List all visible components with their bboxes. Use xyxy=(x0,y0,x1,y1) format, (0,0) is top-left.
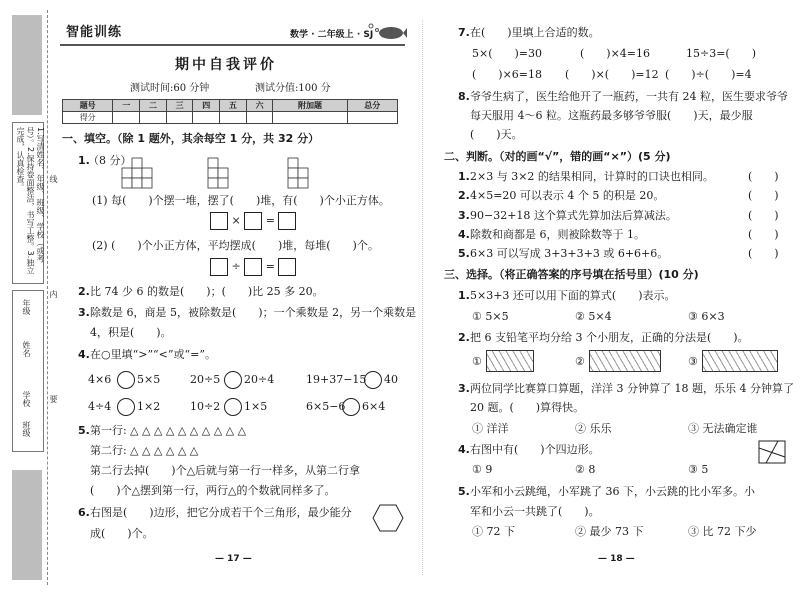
q8-line2: 每天服用 4～6 粒。这瓶药最多够爷爷服( )天，最少服 xyxy=(470,109,753,122)
examinee-notes: 1.写清姓名、年级、班级、学校（或考号）。2.保持卷面整洁，书写工整。3.独立完成，认真检查。 xyxy=(16,127,45,275)
section-judge: 二、判断。（对的画“√”，错的画“×”）(5 分) xyxy=(444,150,671,163)
compare-left: 20÷5 xyxy=(190,373,221,386)
q4-number: 4. xyxy=(78,348,90,361)
compare-right: 1×2 xyxy=(137,400,161,413)
judge-text: 4×5=20 可以表示 4 个 5 的积是 20。 xyxy=(470,189,665,202)
q5-row2-label: 第二行: xyxy=(90,444,127,457)
judge-answer-paren[interactable]: ( ) xyxy=(748,170,779,183)
c4-text: 右图中有( )个四边形。 xyxy=(470,443,600,456)
q7-text: 在( )里填上合适的数。 xyxy=(470,26,600,39)
compare-left: 10÷2 xyxy=(190,400,221,413)
header-bar xyxy=(60,26,405,46)
q5-line4: ( )个△摆到第一行，两行△的个数就同样多了。 xyxy=(90,484,336,497)
judge-number: 4. xyxy=(458,228,470,241)
score-table xyxy=(62,99,398,124)
q3-line2: 4，积是( )。 xyxy=(90,326,172,339)
pencils-option-3-image xyxy=(702,350,778,372)
answer-box[interactable] xyxy=(244,258,262,276)
page-number-left: — 17 — xyxy=(215,554,252,564)
choice-option[interactable]: ① 洋洋 xyxy=(472,422,509,435)
c5-line2: 军和小云一共跳了( )。 xyxy=(470,505,600,518)
table-header-cell: 题号 xyxy=(63,100,113,112)
binding-strip xyxy=(0,0,58,595)
q8-line3: ( )天。 xyxy=(470,128,523,141)
grade-label: 年级 xyxy=(22,299,31,315)
compare-left: 4÷4 xyxy=(88,400,112,413)
choice-option[interactable]: ③ 5 xyxy=(688,463,709,476)
q8-line1: 爷爷生病了，医生给他开了一瓶药，一共有 24 粒，医生要求爷爷 xyxy=(470,90,788,103)
choice-option[interactable]: ② 5×4 xyxy=(575,310,612,323)
q1-part2: (2) ( )个小正方体，平均摆成( )堆，每堆( )个。 xyxy=(92,239,379,252)
c2-number: 2. xyxy=(458,331,470,344)
c3-number: 3. xyxy=(458,382,470,395)
answer-box[interactable] xyxy=(244,212,262,230)
q8-number: 8. xyxy=(458,90,470,103)
equals-sign: = xyxy=(265,260,275,273)
score-cell[interactable] xyxy=(193,112,220,124)
strip-bottom-band xyxy=(12,470,42,580)
compare-left: 4×6 xyxy=(88,373,112,386)
q1-part1: (1) 每( )个摆一堆，摆了( )堆，有( )个小正方体。 xyxy=(92,194,390,207)
q7-item: 5×( )=30 xyxy=(472,47,543,60)
q7-item: ( )×4=16 xyxy=(580,47,651,60)
q6-line1: 右图是( )边形，把它分成若干个三角形，最少能分 xyxy=(90,506,352,519)
choice-option[interactable]: ① 5×5 xyxy=(472,310,509,323)
subject-label: 数学 · 二年级上 · SJ xyxy=(290,30,374,40)
q1-score: （8 分） xyxy=(88,154,132,167)
answer-box[interactable] xyxy=(278,212,296,230)
q5-row2-triangles: △ △ △ △ △ △ xyxy=(130,444,199,457)
multiply-sign: × xyxy=(231,214,241,227)
choice-option[interactable]: ③ 比 72 下少 xyxy=(688,525,757,538)
brand-title: 智能训练 xyxy=(66,25,123,40)
q6-number: 6. xyxy=(78,506,90,519)
hexagon-figure xyxy=(372,504,404,532)
test-time: 测试时间:60 分钟 xyxy=(130,83,210,94)
judge-text: 6×3 可以写成 3+3+3+3 或 6+6+6。 xyxy=(470,247,669,260)
judge-answer-paren[interactable]: ( ) xyxy=(748,247,779,260)
judge-answer-paren[interactable]: ( ) xyxy=(748,228,779,241)
c1-number: 1. xyxy=(458,289,470,302)
compare-right: 1×5 xyxy=(244,400,268,413)
compare-circle[interactable] xyxy=(224,371,242,389)
judge-number: 3. xyxy=(458,209,470,222)
q7-number: 7. xyxy=(458,26,470,39)
c3-line1: 两位同学比赛算口算题，洋洋 3 分钟算了 18 题，乐乐 4 分钟算了 xyxy=(470,382,794,395)
table-header-cell: 五 xyxy=(220,100,247,112)
choice-option[interactable]: ① 72 下 xyxy=(472,525,515,538)
score-cell[interactable] xyxy=(347,112,397,124)
table-header-cell: 六 xyxy=(246,100,273,112)
compare-right: 20÷4 xyxy=(244,373,275,386)
q5-line3: 第二行去掉( )个△后就与第一行一样多，从第二行拿 xyxy=(90,464,361,477)
compare-circle[interactable] xyxy=(117,398,135,416)
q5-row1-label: 第一行: xyxy=(90,424,127,437)
pencils-option-1-image xyxy=(486,350,534,372)
choice-option[interactable]: ③ 6×3 xyxy=(688,310,725,323)
score-cell[interactable] xyxy=(246,112,273,124)
choice-option[interactable]: ③ 无法确定谁 xyxy=(688,422,758,435)
judge-number: 1. xyxy=(458,170,470,183)
table-header-cell: 四 xyxy=(193,100,220,112)
c2-text: 把 6 支铅笔平均分给 3 个小朋友，正确的分法是( )。 xyxy=(470,331,749,344)
inside-mark: 内 xyxy=(49,290,58,298)
q1-equation-2 xyxy=(210,258,296,276)
name-label: 姓名 xyxy=(22,341,31,357)
q7-item: 15÷3=( ) xyxy=(686,47,757,60)
school-label: 学校 xyxy=(22,391,31,407)
section-choice: 三、选择。（将正确答案的序号填在括号里）(10 分) xyxy=(444,268,699,281)
pencils-option-2-image xyxy=(589,350,661,372)
score-cell[interactable] xyxy=(273,112,347,124)
strip-top-band xyxy=(12,15,42,115)
compare-right: 6×4 xyxy=(362,400,386,413)
class-label: 班级 xyxy=(22,421,31,437)
q3-line1: 除数是 6，商是 5，被除数是( )；一个乘数是 2，另一个乘数是 xyxy=(90,306,417,319)
outside-mark: 要 xyxy=(49,395,58,403)
q7-item: ( )×( )=12 xyxy=(565,68,659,81)
judge-text: 90−32+18 这个算式先算加法后算减法。 xyxy=(470,209,677,222)
table-header-cell: 三 xyxy=(166,100,193,112)
score-cell[interactable] xyxy=(140,112,167,124)
q6-line2: 成( )个。 xyxy=(90,527,154,540)
compare-left: 6×5−6 xyxy=(306,400,346,413)
score-cell[interactable] xyxy=(166,112,193,124)
equals-sign: = xyxy=(265,214,275,227)
c5-line1: 小军和小云跳绳，小军跳了 36 下，小云跳的比小军多。小 xyxy=(470,485,755,498)
compare-left: 19+37−15 xyxy=(306,373,367,386)
c1-text: 5×3+3 还可以用下面的算式( )表示。 xyxy=(470,289,676,302)
choice-option[interactable]: ② 最少 73 下 xyxy=(575,525,644,538)
answer-box[interactable] xyxy=(210,258,228,276)
compare-circle[interactable] xyxy=(342,398,360,416)
q1-number: 1. xyxy=(78,154,90,167)
judge-text: 2×3 与 3×2 的结果相同，计算时的口诀也相同。 xyxy=(470,170,714,183)
compare-right: 40 xyxy=(384,373,398,386)
student-info-box xyxy=(12,290,44,452)
judge-answer-paren[interactable]: ( ) xyxy=(748,189,779,202)
q5-row1-triangles: △ △ △ △ △ △ △ △ △ △ xyxy=(130,424,247,437)
compare-circle[interactable] xyxy=(117,371,135,389)
c3-line2: 20 题。( )算得快。 xyxy=(470,401,585,414)
page-divider xyxy=(422,20,423,575)
cube-stacks-illustration xyxy=(120,152,330,190)
score-row-label: 得分 xyxy=(63,112,113,124)
judge-number: 2. xyxy=(458,189,470,202)
choice-option[interactable]: ③ xyxy=(688,355,698,368)
choice-option[interactable]: ② xyxy=(575,355,585,368)
judge-number: 5. xyxy=(458,247,470,260)
choice-option[interactable]: ① 9 xyxy=(472,463,493,476)
quadrilateral-figure xyxy=(758,440,786,464)
page-title: 期中自我评价 xyxy=(175,57,277,73)
c4-number: 4. xyxy=(458,443,470,456)
judge-text: 除数和商都是 6，则被除数等于 1。 xyxy=(470,228,645,241)
choice-option[interactable]: ① xyxy=(472,355,482,368)
answer-box[interactable] xyxy=(210,212,228,230)
choice-option[interactable]: ② 8 xyxy=(575,463,596,476)
q4-text: 在○里填“>”“<”或“=”。 xyxy=(90,348,216,361)
table-header-cell: 总分 xyxy=(347,100,397,112)
fish-logo-icon xyxy=(365,20,407,42)
table-header-cell: 一 xyxy=(113,100,140,112)
compare-circle[interactable] xyxy=(224,398,242,416)
q7-item: ( )÷( )=4 xyxy=(665,68,752,81)
c5-number: 5. xyxy=(458,485,470,498)
choice-option[interactable]: ② 乐乐 xyxy=(575,422,612,435)
line-mark: 线 xyxy=(49,175,58,183)
judge-answer-paren[interactable]: ( ) xyxy=(748,209,779,222)
score-table-row xyxy=(63,112,398,124)
score-cell[interactable] xyxy=(220,112,247,124)
q3-number: 3. xyxy=(78,306,90,319)
score-table-header xyxy=(63,100,398,112)
q2-text: 比 74 少 6 的数是( )；( )比 25 多 20。 xyxy=(90,285,324,298)
section-fill-in: 一、填空。（除 1 题外，其余每空 1 分，共 32 分） xyxy=(62,132,320,145)
q5-number: 5. xyxy=(78,424,90,437)
q2-number: 2. xyxy=(78,285,90,298)
answer-box[interactable] xyxy=(278,258,296,276)
divide-sign: ÷ xyxy=(231,260,241,273)
examinee-notes-box xyxy=(12,122,44,284)
q7-item: ( )×6=18 xyxy=(472,68,543,81)
q1-equation-1 xyxy=(210,212,296,230)
score-cell[interactable] xyxy=(113,112,140,124)
page-number-right: — 18 — xyxy=(598,554,635,564)
test-score: 测试分值:100 分 xyxy=(255,83,331,94)
table-header-cell: 附加题 xyxy=(273,100,347,112)
compare-circle[interactable] xyxy=(364,371,382,389)
compare-right: 5×5 xyxy=(137,373,161,386)
table-header-cell: 二 xyxy=(140,100,167,112)
